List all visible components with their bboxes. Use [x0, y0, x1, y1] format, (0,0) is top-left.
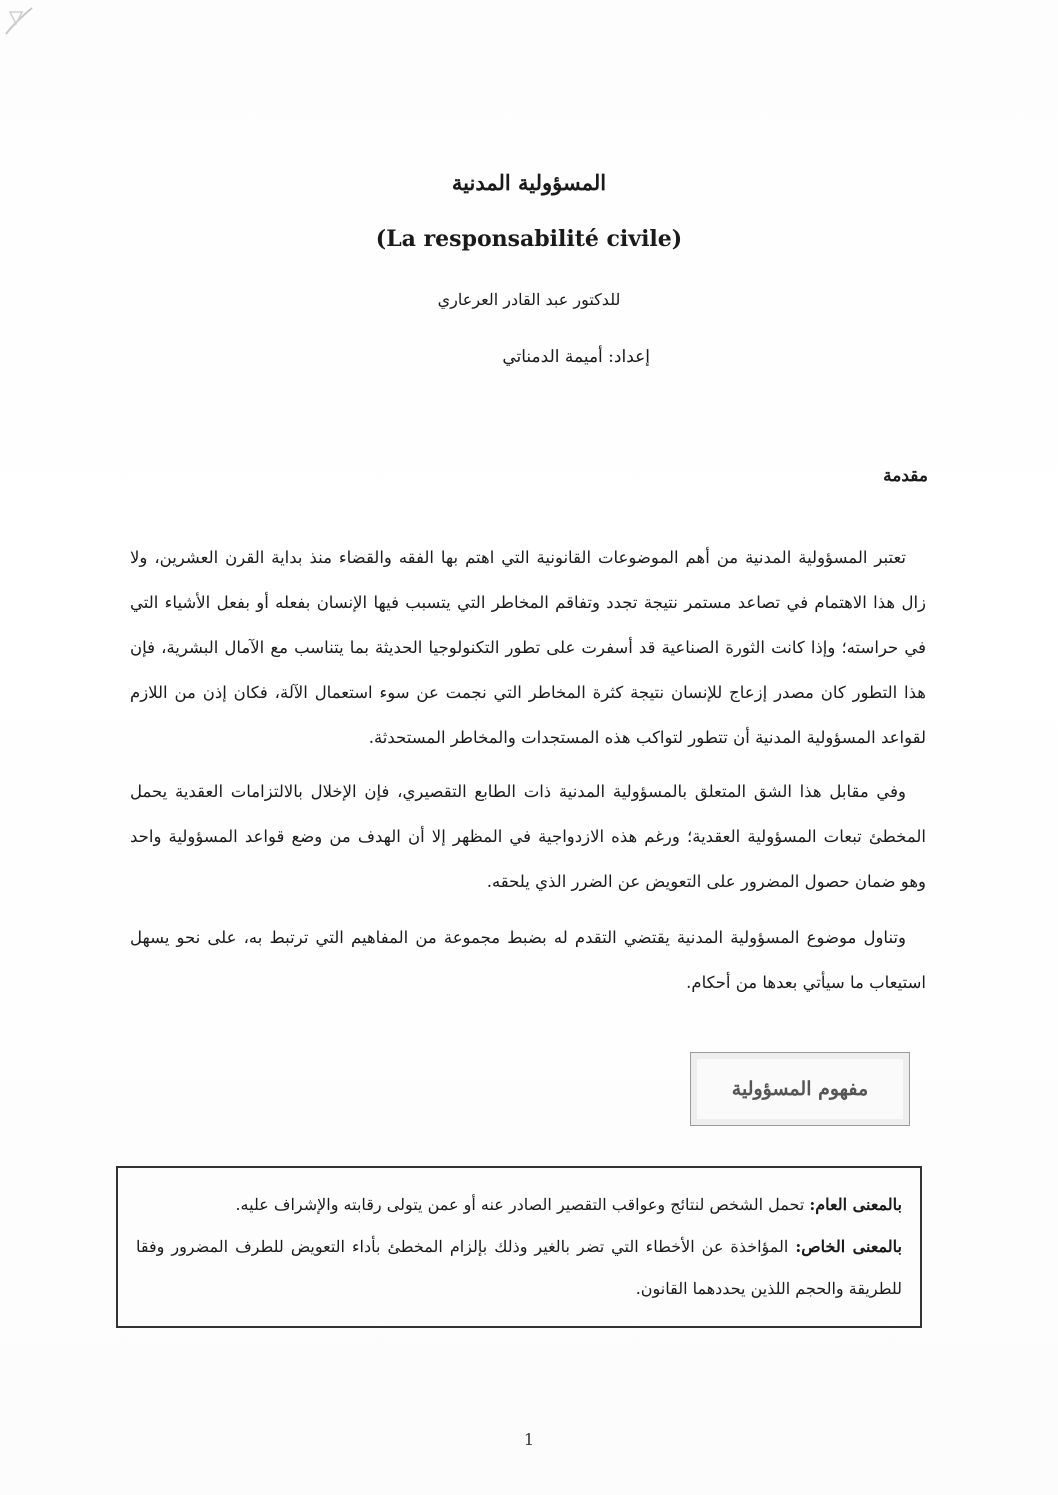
page-number: 1 [523, 1430, 535, 1449]
definition-general [136, 1184, 902, 1226]
concept-heading: مفهوم المسؤولية [731, 1078, 869, 1100]
document-subtitle: (La responsabilité civile) [375, 226, 683, 252]
prepared-by: إعداد: أميمة الدمناتي [502, 347, 650, 367]
definition-specific-label: بالمعنى الخاص: [795, 1237, 902, 1256]
definition-specific [136, 1226, 902, 1310]
intro-heading: مقدمة [883, 466, 928, 486]
definition-general-text: تحمل الشخص لنتائج وعواقب التقصير الصادر عنه أو عمن يتولى رقابته والإشراف عليه. [235, 1195, 810, 1214]
intro-paragraph-3: وتناول موضوع المسؤولية المدنية يقتضي التقدم له بضبط مجموعة من المفاهيم التي ترتبط به، على نحو يسهل استيعاب ما سيأتي بعدها من أحكام. [130, 927, 926, 992]
document-author: للدكتور عبد القادر العرعاري [437, 290, 621, 309]
definition-general-label: بالمعنى العام: [809, 1195, 902, 1214]
concept-heading-box [690, 1052, 910, 1126]
corner-scan-mark [2, 4, 36, 38]
intro-paragraph-1: تعتبر المسؤولية المدنية من أهم الموضوعات القانونية التي اهتم بها الفقه والقضاء منذ بداية القرن العشرين، ولا زال هذا الاهتمام في تصاعد مستمر نتيجة تجدد وتفاقم المخاطر التي يتسبب فيها الإنسان بفعله أو بفعل الأشياء التي في حراسته؛ وإذا كانت الثورة الصناعية قد أسفرت على تطور التكنولوجيا الحديثة بما يتناسب مع الآمال البشرية، فإن هذا التطور كان مصدر إزعاج للإنسان نتيجة كثرة المخاطر التي نجمت عن سوء استعمال الآلة، فكان إذن من اللازم لقواعد المسؤولية المدنية أن تتطور لتواكب هذه المستجدات والمخاطر المستحدثة. [130, 547, 926, 747]
definitions-box [116, 1166, 922, 1328]
definition-specific-text: المؤاخذة عن الأخطاء التي تضر بالغير وذلك بإلزام المخطئ بأداء التعويض للطرف المضرور وفقا للطريقة والحجم اللذين يحددهما القانون. [136, 1237, 902, 1298]
intro-paragraph-2: وفي مقابل هذا الشق المتعلق بالمسؤولية المدنية ذات الطابع التقصيري، فإن الإخلال بالالتزامات العقدية يحمل المخطئ تبعات المسؤولية العقدية؛ ورغم هذه الازدواجية في المظهر إلا أن الهدف من وضع قواعد المسؤولية واحد وهو ضمان حصول المضرور على التعويض عن الضرر الذي يلحقه. [130, 781, 926, 891]
document-title: المسؤولية المدنية [451, 170, 607, 195]
